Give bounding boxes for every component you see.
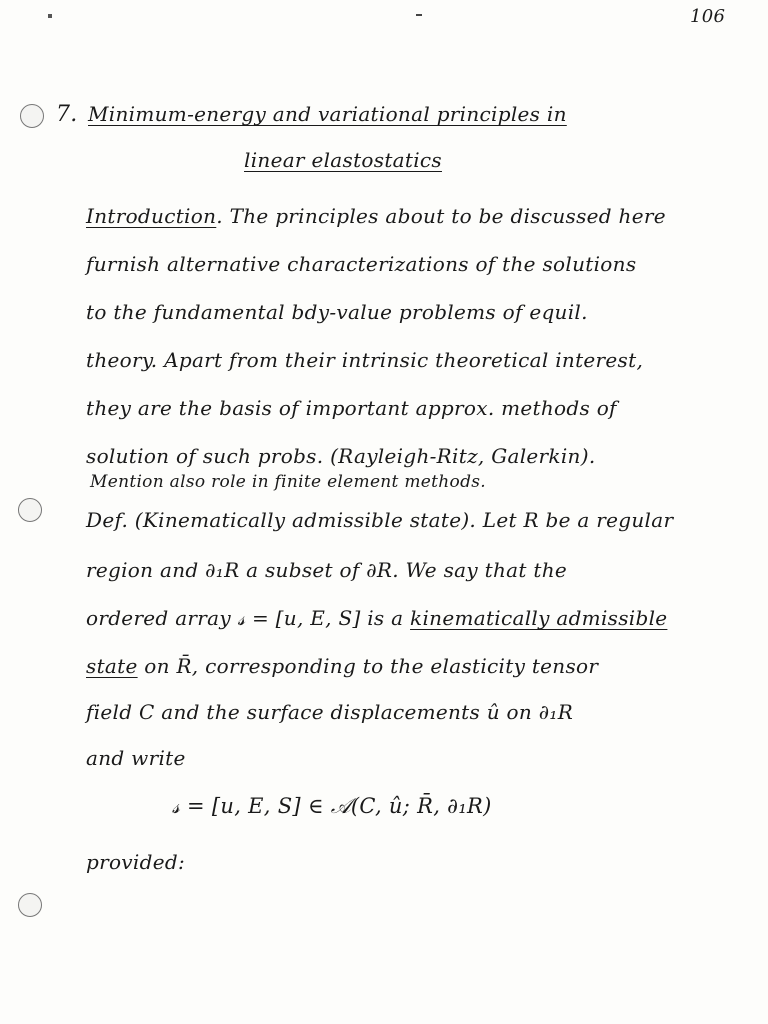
page-number: 106 — [690, 6, 726, 27]
binder-hole-middle — [18, 498, 42, 522]
state-term: state — [86, 654, 138, 678]
def-line-1: Def. (Kinematically admissible state). Let R be a regular — [86, 508, 674, 532]
intro-heading: Introduction — [86, 204, 217, 228]
def-line-5: field C and the surface displacements û on ∂₁R — [86, 700, 574, 724]
intro-line-4: theory. Apart from their intrinsic theoretical interest, — [86, 348, 644, 372]
def-line-3-text: ordered array 𝓈 = [u, E, S] is a — [86, 606, 411, 630]
def-line-6: and write — [86, 746, 186, 770]
intro-line-1 — [86, 206, 666, 226]
def-formula: 𝓈 = [u, E, S] ∈ 𝒜(C, û; R̄, ∂₁R) — [172, 794, 492, 818]
def-line-8: provided: — [86, 850, 185, 874]
scan-speck — [48, 14, 52, 18]
intro-line-5: they are the basis of important approx. methods of — [86, 396, 617, 420]
section-title-line1: Minimum-energy and variational principles in — [88, 102, 567, 126]
intro-line-7-note: Mention also role in finite element methods. — [90, 472, 486, 492]
def-line-3 — [86, 608, 667, 628]
intro-line-1-rest: . The principles about to be discussed here — [216, 204, 666, 228]
kinematically-admissible-term: kinematically admissible — [410, 606, 668, 630]
section-title-line2: linear elastostatics — [244, 148, 442, 172]
binder-hole-bottom — [18, 893, 42, 917]
def-line-4 — [86, 656, 598, 676]
intro-line-3: to the fundamental bdy-value problems of equil. — [86, 300, 588, 324]
def-line-4-text: on R̄, corresponding to the elasticity tensor — [137, 654, 599, 678]
intro-line-6: solution of such probs. (Rayleigh-Ritz, Galerkin). — [86, 444, 596, 468]
section-number: 7. — [56, 102, 78, 127]
binder-hole-top — [20, 104, 44, 128]
intro-line-2: furnish alternative characterizations of the solutions — [86, 252, 637, 276]
def-line-2: region and ∂₁R a subset of ∂R. We say that the — [86, 558, 568, 582]
scan-dash — [416, 14, 422, 16]
